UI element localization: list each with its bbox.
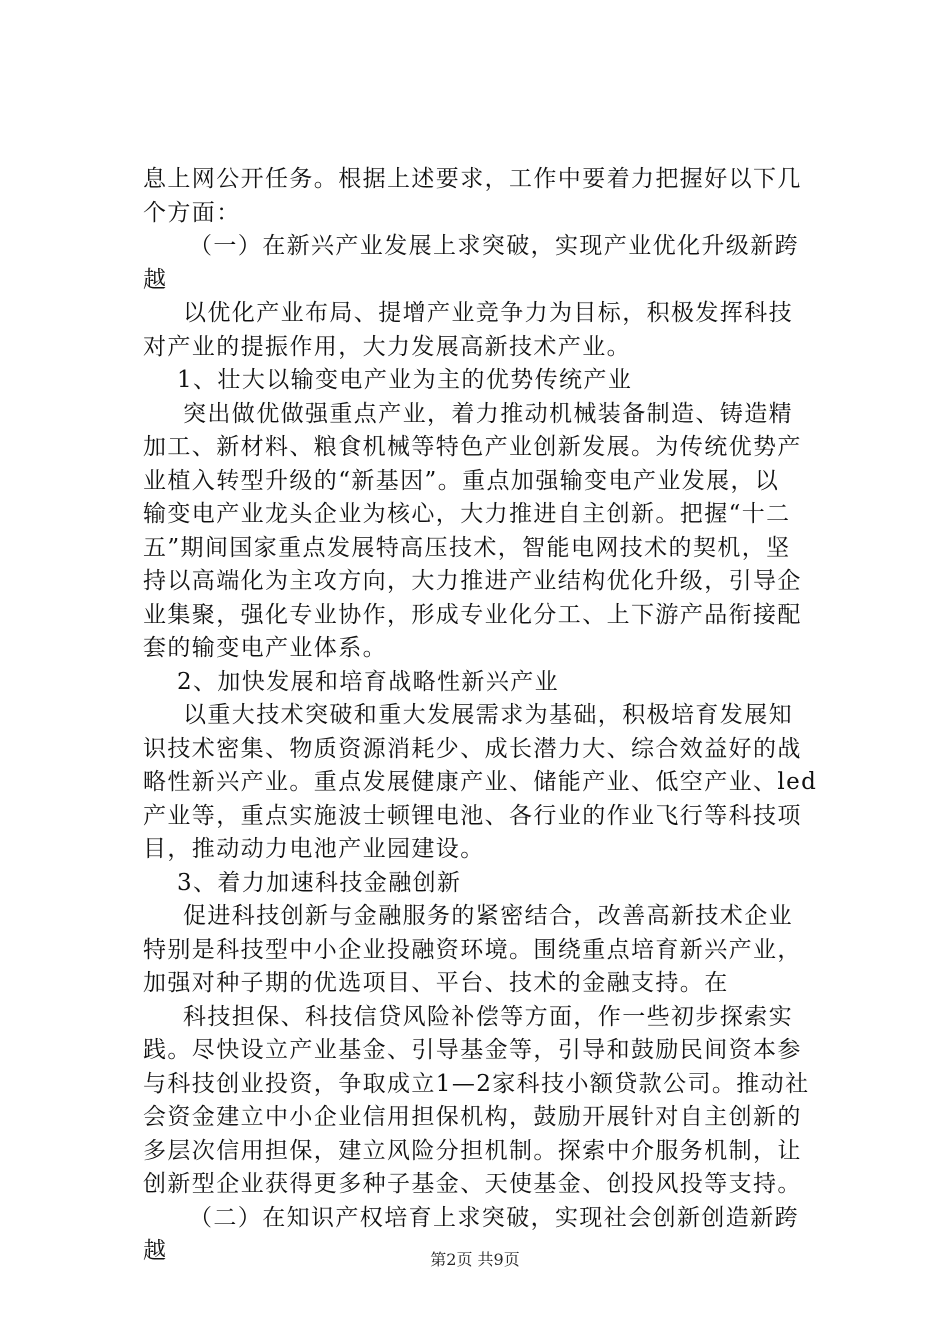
text-line: 以重大技术突破和重大发展需求为基础，积极培育发展知 bbox=[183, 702, 793, 728]
text-line: 会资金建立中小企业信用担保机构，鼓励开展针对自主创新的 bbox=[143, 1104, 802, 1130]
text-line: 践。尽快设立产业基金、引导基金等，引导和鼓励民间资本参 bbox=[143, 1037, 802, 1063]
text-line: 目，推动动力电池产业园建设。 bbox=[143, 836, 485, 862]
text-line: 对产业的提振作用，大力发展高新技术产业。 bbox=[143, 333, 631, 360]
page-number: 第2页 共9页 bbox=[430, 1250, 520, 1269]
text-line: 突出做优做强重点产业，着力推动机械装备制造、铸造精 bbox=[183, 400, 793, 427]
text-line: 1、壮大以输变电产业为主的优势传统产业 bbox=[177, 367, 633, 393]
text-line: 促进科技创新与金融服务的紧密结合，改善高新技术企业 bbox=[183, 903, 793, 929]
text-line: 3、着力加速科技金融创新 bbox=[177, 869, 462, 896]
document-body bbox=[143, 163, 833, 1269]
text-line: 加工、新材料、粮食机械等特色产业创新发展。为传统优势产 bbox=[143, 434, 802, 460]
text-line: 多层次信用担保，建立风险分担机制。探索中介服务机制，让 bbox=[143, 1137, 802, 1164]
text-line: 2、加快发展和培育战略性新兴产业 bbox=[177, 668, 560, 695]
text-line: 创新型企业获得更多种子基金、天使基金、创投风投等支持。 bbox=[143, 1171, 802, 1197]
page-footer bbox=[0, 1247, 950, 1270]
text-line: 科技担保、科技信贷风险补偿等方面，作一些初步探索实 bbox=[183, 1003, 793, 1030]
text-line: 识技术密集、物质资源消耗少、成长潜力大、综合效益好的战 bbox=[143, 735, 802, 762]
text-line: 略性新兴产业。重点发展健康产业、储能产业、低空产业、led bbox=[143, 769, 818, 795]
text-line: 与科技创业投资，争取成立1—2家科技小额贷款公司。推动社 bbox=[143, 1070, 810, 1097]
text-line: 越 bbox=[143, 266, 168, 293]
text-line: （一）在新兴产业发展上求突破，实现产业优化升级新跨 bbox=[189, 233, 799, 259]
text-line: 以优化产业布局、提增产业竞争力为目标，积极发挥科技 bbox=[183, 300, 793, 326]
text-line: （二）在知识产权培育上求突破，实现社会创新创造新跨 bbox=[189, 1204, 799, 1231]
text-line: 越 bbox=[143, 1238, 168, 1264]
text-line: 套的输变电产业体系。 bbox=[143, 635, 387, 661]
text-line: 产业等，重点实施波士顿锂电池、各行业的作业飞行等科技项 bbox=[143, 802, 802, 829]
text-line: 息上网公开任务。根据上述要求，工作中要着力把握好以下几 bbox=[143, 166, 802, 192]
text-line: 特别是科技型中小企业投融资环境。围绕重点培育新兴产业， bbox=[143, 936, 802, 963]
text-line: 业植入转型升级的“新基因”。重点加强输变电产业发展，以 bbox=[143, 467, 780, 494]
text-line: 加强对种子期的优选项目、平台、技术的金融支持。在 bbox=[143, 970, 729, 996]
text-line: 五”期间国家重点发展特高压技术，智能电网技术的契机，坚 bbox=[143, 534, 791, 561]
text-line: 输变电产业龙头企业为核心，大力推进自主创新。把握“十二 bbox=[143, 501, 791, 527]
text-line: 业集聚，强化专业协作，形成专业化分工、上下游产品衔接配 bbox=[143, 601, 802, 628]
text-line: 持以高端化为主攻方向，大力推进产业结构优化升级，引导企 bbox=[143, 568, 802, 594]
text-line: 个方面： bbox=[143, 199, 241, 226]
